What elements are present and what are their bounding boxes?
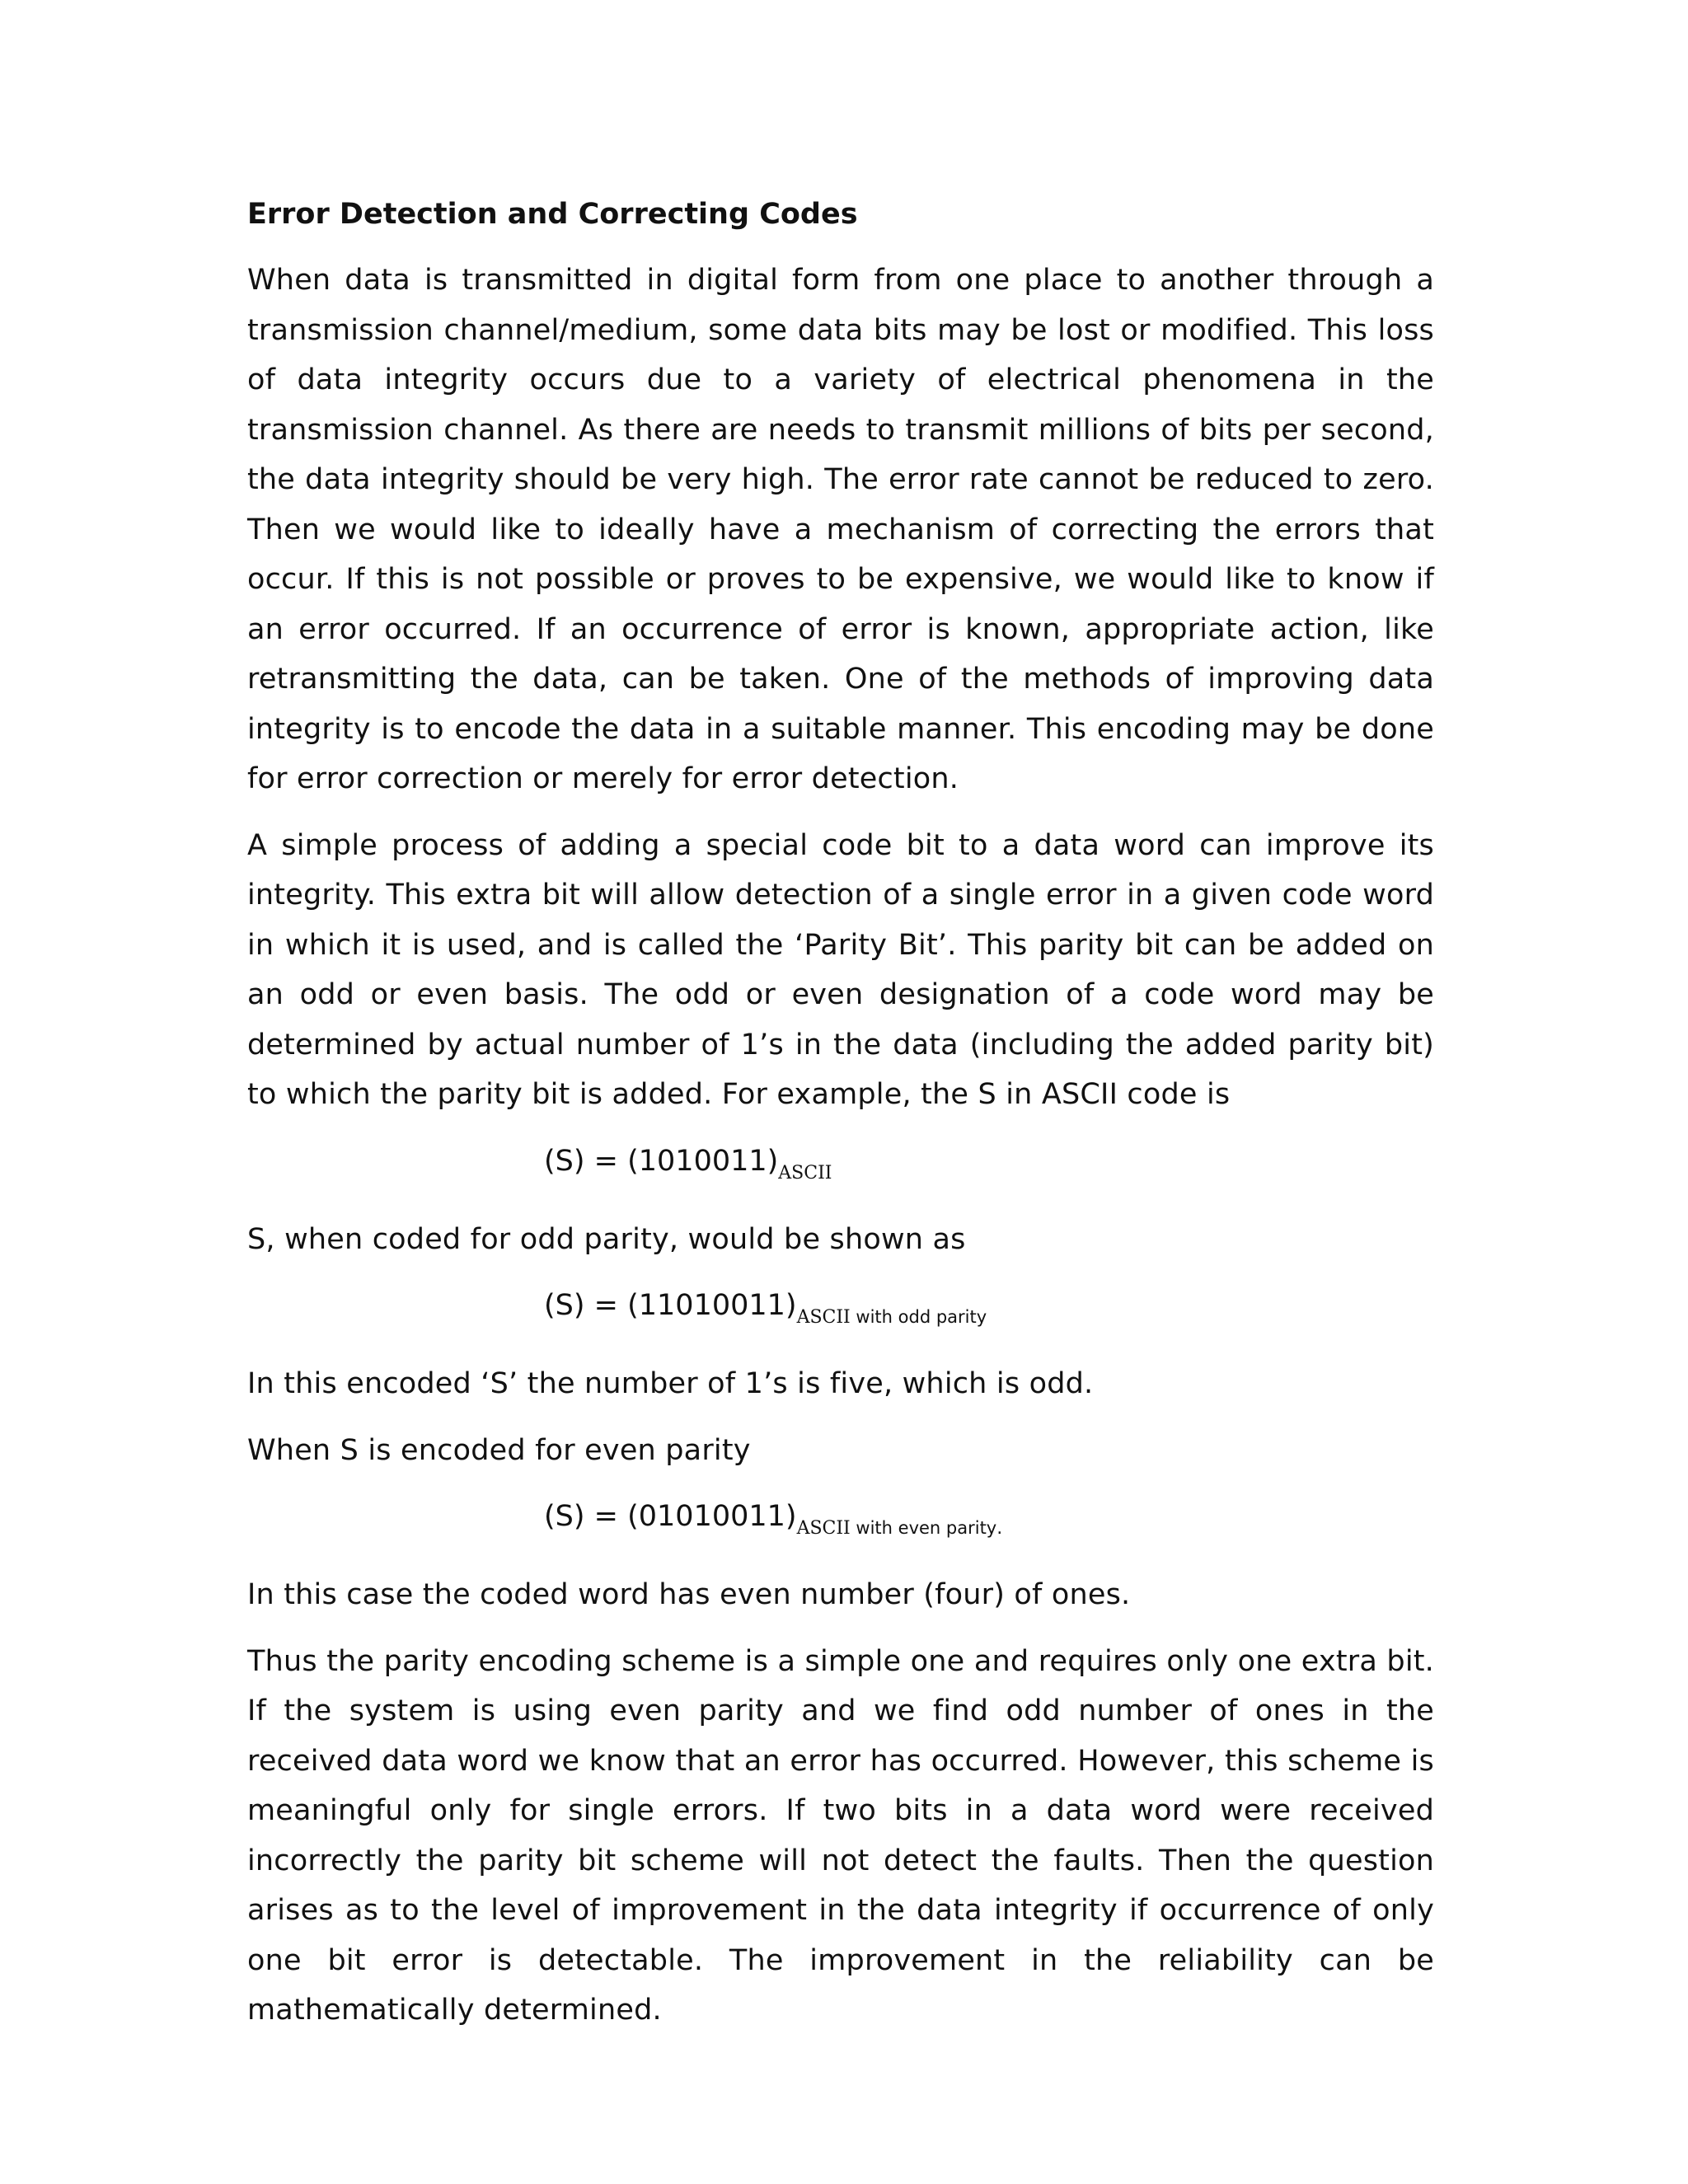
- equation-ascii-s: [544, 1137, 1434, 1198]
- section-heading: Error Detection and Correcting Codes: [247, 198, 858, 231]
- document-page: [247, 190, 1434, 2052]
- equation-main: (S) = (01010011): [544, 1500, 797, 1533]
- subscript-note: with even parity: [850, 1518, 997, 1538]
- paragraph-parity-bit: A simple process of adding a special code bit to a data word can improve its integrity. This extra bit will allow detection of a single error in a given code word in which it is used, and is called the ‘Parity Bit’. This parity bit can be added on an odd or even basis. The odd or even designation of a code word may be determined by actual number of 1’s in the data (including the added parity bit) to which the parity bit is added. For example, the S in ASCII code is: [247, 828, 1434, 1111]
- paragraph-even-count: In this case the coded word has even number (four) of ones.: [247, 1578, 1131, 1611]
- paragraph-conclusion: Thus the parity encoding scheme is a simple one and requires only one extra bit. If the system is using even parity and we find odd number of ones in the received data word we know that an error has occurred. However, this scheme is meaningful only for single errors. If two bits in a data word were received incorrectly the parity bit scheme will not detect the faults. Then the question arises as to the level of improvement in the data integrity if occurrence of only one bit error is detectable. The improvement in the reliability can be mathematically determined.: [247, 1644, 1434, 2027]
- equation-subscript: [778, 1163, 832, 1183]
- equation-main: (S) = (1010011): [544, 1144, 779, 1178]
- paragraph-odd-count: In this encoded ‘S’ the number of 1’s is five, which is odd.: [247, 1367, 1094, 1400]
- paragraph-odd-parity: S, when coded for odd parity, would be shown as: [247, 1222, 966, 1256]
- equation-odd-parity: [544, 1281, 1434, 1343]
- subscript-code: ASCII: [796, 1307, 851, 1328]
- equation-period: .: [996, 1518, 1003, 1539]
- paragraph-intro: When data is transmitted in digital form from one place to another through a transmission channel/medium, some data bits may be lost or modified. This loss of data integrity occurs due to a variety of electrical phenomena in the transmission channel. As there are needs to transmit millions of bits per second, the data integrity should be very high. The error rate cannot be reduced to zero. Then we would like to ideally have a mechanism of correcting the errors that occur. If this is not possible or proves to be expensive, we would like to know if an error occurred. If an occurrence of error is known, appropriate action, like retransmitting the data, can be taken. One of the methods of improving data integrity is to encode the data in a suitable manner. This encoding may be done for error correction or merely for error detection.: [247, 264, 1434, 795]
- equation-subscript: [797, 1518, 997, 1539]
- subscript-note: with odd parity: [850, 1307, 987, 1327]
- subscript-code: ASCII: [778, 1162, 832, 1183]
- equation-main: (S) = (11010011): [544, 1289, 797, 1322]
- paragraph-even-parity: When S is encoded for even parity: [247, 1433, 751, 1467]
- subscript-code: ASCII: [796, 1518, 851, 1539]
- equation-subscript: [797, 1307, 987, 1328]
- equation-even-parity: [544, 1492, 1434, 1554]
